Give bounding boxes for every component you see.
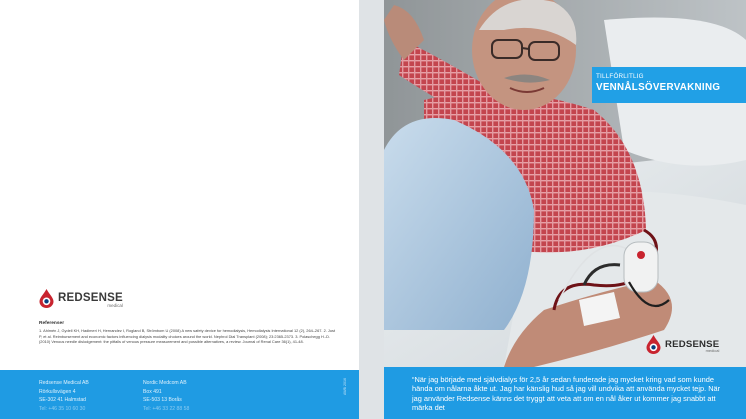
document-code: AWB 2016 (343, 378, 347, 396)
brand-name: REDSENSE (665, 338, 720, 350)
brand-sub: medical (107, 303, 123, 309)
back-cover-page (0, 0, 359, 419)
front-cover-page (384, 0, 746, 419)
redsense-drop-icon (646, 335, 661, 354)
patient-photo (384, 0, 746, 367)
redsense-logo-cover (646, 335, 719, 354)
address-block-redsense (39, 379, 89, 413)
address-company: Nordic Medcom AB (143, 380, 187, 386)
address-phone: Tel: +46 33 22 88 58 (143, 405, 190, 412)
brand-sub: medical (705, 348, 720, 354)
address-street: Box 491 (143, 388, 162, 395)
address-phone: Tel: +46 35 10 60 30 (39, 405, 86, 412)
redsense-logo (39, 289, 123, 308)
brand-name: REDSENSE (58, 291, 123, 304)
references-text: 1. Ahlmén J, Gydell KH, Hadimeri H, Hernandez I, Rogland B, Strömbom U (2008) A new safety device for hemodialysis, Hemodialysis International 12 (2), 264–267. 2. Just P, et al. Reimbursement and economic factors influencing dialysis modality choices around the world. Nephrol Dial Transplant (2008); 23:2365-2373. 3. Polaschegg H.-D. (2010) Venous needle dislodgement: the pitfalls of venous pressure measurement and possible alternatives, a review. Journal of Renal Care 36(1), 41-48. (39, 328, 336, 345)
headline-badge (592, 67, 746, 103)
badge-kicker: TILLFÖRLITLIG (596, 73, 644, 80)
address-company: Redsense Medical AB (39, 380, 89, 386)
redsense-drop-icon (39, 289, 54, 308)
contact-footer (0, 370, 359, 419)
references (39, 321, 337, 345)
badge-headline: VENNÅLSÖVERVAKNING (596, 82, 721, 93)
references-title: Referenser (39, 321, 65, 326)
address-block-nordic-medcom (143, 379, 189, 413)
quote-band (384, 367, 746, 419)
address-street: Rörkullsvägen 4 (39, 388, 76, 395)
address-city: SE-503 13 Borås (143, 397, 182, 403)
address-city: SE-302 41 Halmstad (39, 397, 87, 403)
patient-quote: “När jag började med självdialys för 2,5 år sedan funderade jag mycket kring vad som kunde hända om nålarna åkte ut. Jag har känslig hud så jag vill undvika att använda mycket tejp. När jag använder Redsense känns det tryggt att veta att om en nål åker ut kommer jag snabbt att märka det (412, 375, 721, 413)
